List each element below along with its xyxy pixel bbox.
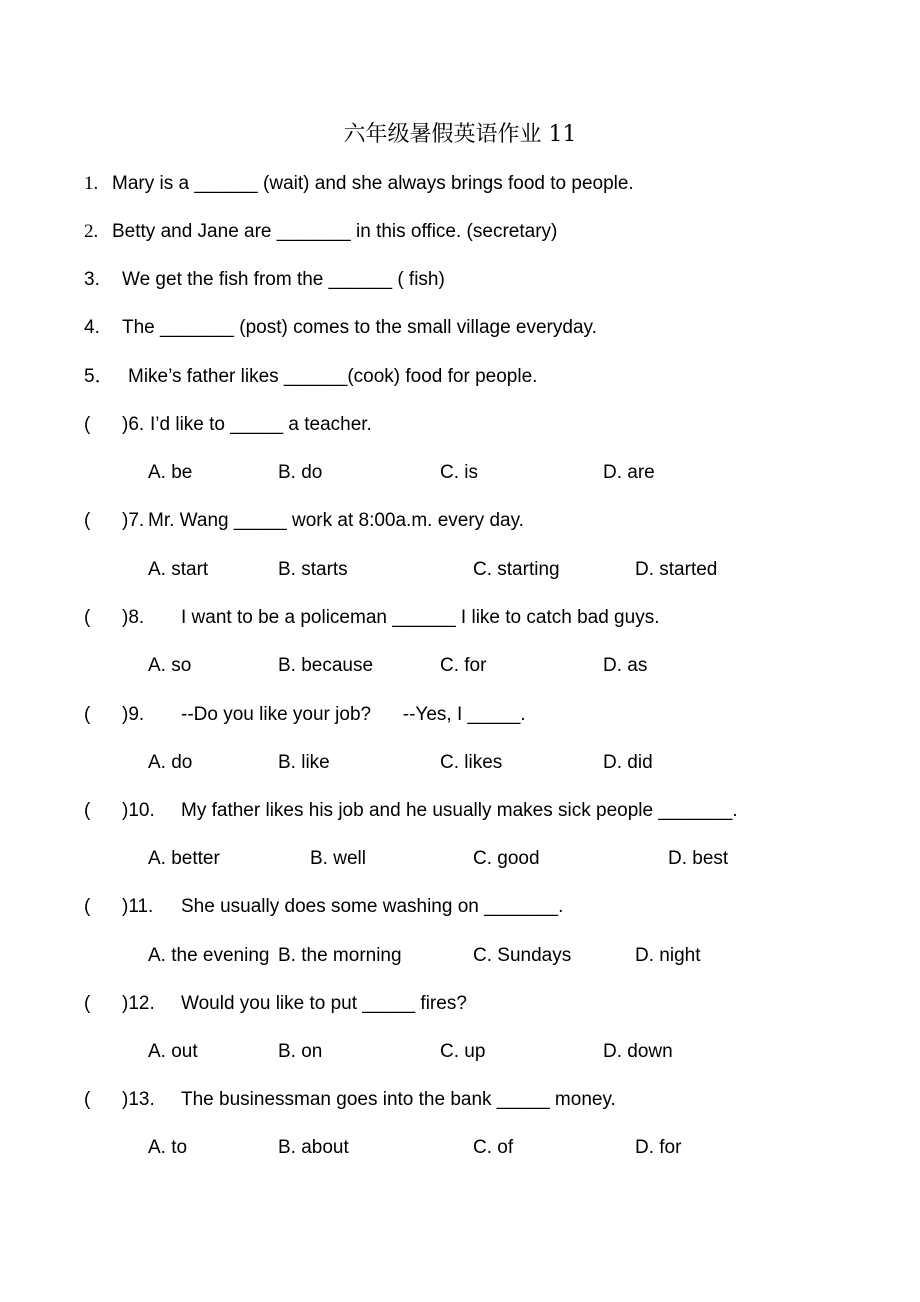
option-a: A. be [148, 462, 193, 483]
item-question: The businessman goes into the bank _____ money. [181, 1089, 616, 1110]
item-text: Mike’s father likes ______(cook) food for people. [128, 366, 538, 387]
answer-paren: ( [84, 800, 91, 821]
option-a: A. do [148, 752, 193, 773]
option-b: B. starts [278, 559, 348, 580]
option-a: A. better [148, 848, 220, 869]
item-question: Mr. Wang _____ work at 8:00a.m. every day. [148, 510, 524, 531]
option-d: D. for [635, 1137, 682, 1158]
item-question: I want to be a policeman ______ I like to catch bad guys. [181, 607, 660, 628]
item-number: )12. [122, 993, 155, 1014]
item-question: My father likes his job and he usually makes sick people _______. [181, 800, 738, 821]
item-number: 5． [84, 366, 114, 387]
option-b: B. about [278, 1137, 349, 1158]
option-d: D. did [603, 752, 653, 773]
answer-paren: ( [84, 1089, 91, 1110]
item-number: )9. [122, 704, 145, 725]
item-number: 3. [84, 269, 100, 290]
option-d: D. as [603, 655, 648, 676]
option-a: A. start [148, 559, 209, 580]
item-question: Would you like to put _____ fires? [181, 993, 467, 1014]
answer-paren: ( [84, 896, 91, 917]
answer-paren: ( [84, 414, 91, 435]
option-a: A. so [148, 655, 192, 676]
option-a: A. the evening [148, 945, 270, 966]
option-c: C. good [473, 848, 540, 869]
page-title: 六年级暑假英语作业 11 [343, 122, 577, 147]
option-b: B. the morning [278, 945, 402, 966]
item-text: Betty and Jane are _______ in this office. (secretary) [112, 221, 558, 242]
option-b: B. like [278, 752, 330, 773]
answer-paren: ( [84, 993, 91, 1014]
option-c: C. for [440, 655, 487, 676]
answer-paren: ( [84, 704, 91, 725]
item-text: Mary is a ______ (wait) and she always brings food to people. [112, 173, 634, 194]
option-b: B. on [278, 1041, 323, 1062]
option-d: D. down [603, 1041, 673, 1062]
option-d: D. are [603, 462, 655, 483]
answer-paren: ( [84, 510, 91, 531]
item-number: )11. [122, 896, 154, 917]
item-number: )13. [122, 1089, 155, 1110]
option-a: A. to [148, 1137, 188, 1158]
item-number: )7. [122, 510, 145, 531]
item-number: 1. [84, 173, 99, 194]
option-d: D. night [635, 945, 701, 966]
item-question: --Do you like your job? --Yes, I _____. [181, 704, 526, 725]
item-number: )10. [122, 800, 155, 821]
option-d: D. started [635, 559, 718, 580]
item-question: I’d like to _____ a teacher. [150, 414, 372, 435]
option-c: C. of [473, 1137, 514, 1158]
item-number: )8. [122, 607, 145, 628]
option-b: B. because [278, 655, 374, 676]
option-b: B. do [278, 462, 323, 483]
option-c: C. likes [440, 752, 503, 773]
option-b: B. well [310, 848, 366, 869]
item-text: We get the fish from the ______ ( fish) [122, 269, 445, 290]
option-c: C. is [440, 462, 478, 483]
answer-paren: ( [84, 607, 91, 628]
item-text: The _______ (post) comes to the small village everyday. [122, 317, 597, 338]
option-c: C. Sundays [473, 945, 572, 966]
item-question: She usually does some washing on _______. [181, 896, 564, 917]
option-c: C. up [440, 1041, 486, 1062]
option-a: A. out [148, 1041, 198, 1062]
item-number: 4. [84, 317, 100, 338]
option-c: C. starting [473, 559, 560, 580]
item-number: 2. [84, 221, 99, 242]
option-d: D. best [668, 848, 729, 869]
item-number: )6. [122, 414, 145, 435]
